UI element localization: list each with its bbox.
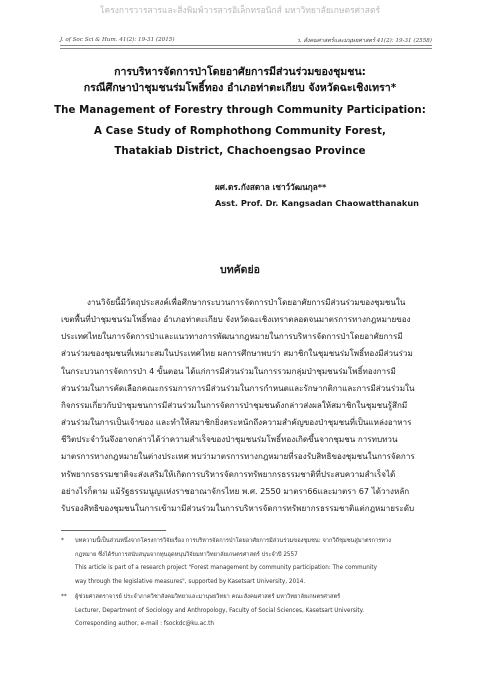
watermark: โครงการวารสารและสิ่งพิมพ์วารสารอิเล็กทรอนิกส์ มหาวิทยาลัยเกษตรศาสตร์ <box>99 6 381 16</box>
abstract-body <box>61 294 433 517</box>
abstract-line: อย่างไรก็ตาม แม้รัฐธรรมนูญแห่งราชอาณาจักรไทย พ.ศ. 2550 มาตรา66และมาตรา 67 ได้วางหลัก <box>61 485 410 496</box>
footnote-line: Lecturer, Department of Sociology and Anthropology, Faculty of Social Sciences, Kasetsart University. <box>75 607 364 614</box>
footnote-line: บทความนี้เป็นส่วนหนึ่งจากโครงการวิจัยเรื่อง การบริหารจัดการป่าโดยอาศัยการมีส่วนร่วมของชุมชน: จากวิถีชุมชนสู่มาตรการทาง <box>75 538 392 544</box>
abstract-line: ทรัพยากรธรรมชาติจะส่งเสริมให้เกิดการบริหารจัดการทรัพยากรธรรมชาติที่ประสบความสำเร็จได้ <box>61 468 396 479</box>
title-english-line-3: Thatakiab District, Chachoengsao Province <box>114 146 366 157</box>
abstract-heading: บทคัดย่อ <box>220 264 260 276</box>
abstract-line: กิจกรรมเกี่ยวกับป่าชุมชนการมีส่วนร่วมในการจัดการป่าชุมชนดังกล่าวส่งผลให้สมาชิกในชุมชนรู้สึกมี <box>61 399 408 410</box>
abstract-line: ประเทศไทยในการจัดการป่าและแนวทางการพัฒนากฎหมายในการบริหารจัดการป่าโดยอาศัยการมี <box>61 331 403 342</box>
abstract-line: ชีวิตประจำวันจึงอาจกล่าวได้ว่าความสำเร็จของป่าชุมชนร่มโพธิ์ทองเกิดขึ้นจากชุมชน การทบทวน <box>61 434 398 445</box>
title-english-line-2: A Case Study of Romphothong Community Forest, <box>94 125 386 137</box>
author-block <box>215 180 419 212</box>
running-header-right: ว. สังคมศาสตร์และมนุษยศาสตร์ 41(2): 19-31 (2558) <box>296 38 432 44</box>
title-thai-line-1: การบริหารจัดการป่าโดยอาศัยการมีส่วนร่วมของชุมชน: <box>114 66 366 78</box>
footnotes <box>61 535 433 632</box>
footnote-line: Corresponding author, e-mail : fsockdc@ku.ac.th <box>75 621 214 627</box>
footnote-line: กฎหมาย ซึ่งได้รับการสนับสนุนจากทุนอุดหนุนวิจัยมหาวิทยาลัยเกษตรศาสตร์ ประจำปี 2557 <box>75 551 298 558</box>
footnote-line: This article is part of a research project "Forest management by community participation: The community <box>75 565 378 571</box>
footnote-author <box>61 591 433 632</box>
footnote-divider <box>61 530 166 531</box>
footnote-line: way through the legislative measures", supported by Kasetsart University, 2014. <box>75 578 306 585</box>
footnote-project <box>61 535 433 589</box>
header-rule-top <box>60 45 432 46</box>
abstract-line: เขตพื้นที่ป่าชุมชนร่มโพธิ์ทอง อำเภอท่าตะเกียบ จังหวัดฉะเชิงเทราตลอดจนมาตรการทางกฎหมายของ <box>61 314 411 325</box>
author-name-thai: ผศ.ดร.กังสดาล เชาว์วัฒนกุล** <box>214 182 327 192</box>
title-english-line-1: The Management of Forestry through Community Participation: <box>54 105 426 116</box>
abstract-line: รับรองสิทธิของชุมชนในการเข้ามามีส่วนร่วมในการบริหารจัดการทรัพยากรธรรมชาติแต่กฎหมายระดับ <box>61 502 415 513</box>
footnote-marker: * <box>61 538 64 544</box>
abstract-line: ในกระบวนการจัดการป่า 4 ขั้นตอน ได้แก่การมีส่วนร่วมในการรวมกลุ่มป่าชุมชนร่มโพธิ์ทองการมี <box>61 365 396 376</box>
running-header-left: J. of Soc Sci & Hum. 41(2): 19-31 (2015) <box>60 37 175 43</box>
footnote-line: ผู้ช่วยศาสตราจารย์ ประจำภาควิชาสังคมวิทยาและมานุษยวิทยา คณะสังคมศาสตร์ มหาวิทยาลัยเกษตรศาสตร์ <box>75 594 341 600</box>
abstract-line: ส่วนร่วมในการเป็นเจ้าของ และทำให้สมาชิกยิ่งตระหนักถึงความสำคัญของป่าชุมชนที่เป็นแหล่งอาหาร <box>61 417 412 428</box>
author-name-english: Asst. Prof. Dr. Kangsadan Chaowatthanakun <box>214 198 419 208</box>
abstract-line: มาตรการทางกฎหมายในต่างประเทศ พบว่ามาตรการทางกฎหมายที่รองรับสิทธิของชุมชนในการจัดการ <box>61 451 415 462</box>
abstract-line: งานวิจัยนี้มีวัตถุประสงค์เพื่อศึกษากระบวนการจัดการป่าโดยอาศัยการมีส่วนร่วมของชุมชนใน <box>87 297 406 307</box>
title-thai-line-2: กรณีศึกษาป่าชุมชนร่มโพธิ์ทอง อำเภอท่าตะเกียบ จังหวัดฉะเชิงเทรา* <box>83 82 397 94</box>
title-block <box>40 64 440 163</box>
footnote-marker: ** <box>61 594 67 600</box>
abstract-line: ส่วนร่วมของชุมชนที่เหมาะสมในประเทศไทย ผลการศึกษาพบว่า สมาชิกในชุมชนร่มโพธิ์ทองมีส่วนร่วม <box>61 348 413 359</box>
abstract-line: ส่วนร่วมในการคัดเลือกคณะกรรมการการมีส่วนร่วมในการกำหนดและรักษากติกาและการมีส่วนร่วมใน <box>61 382 415 393</box>
header-rule-bottom <box>60 48 432 49</box>
running-header <box>60 37 432 45</box>
